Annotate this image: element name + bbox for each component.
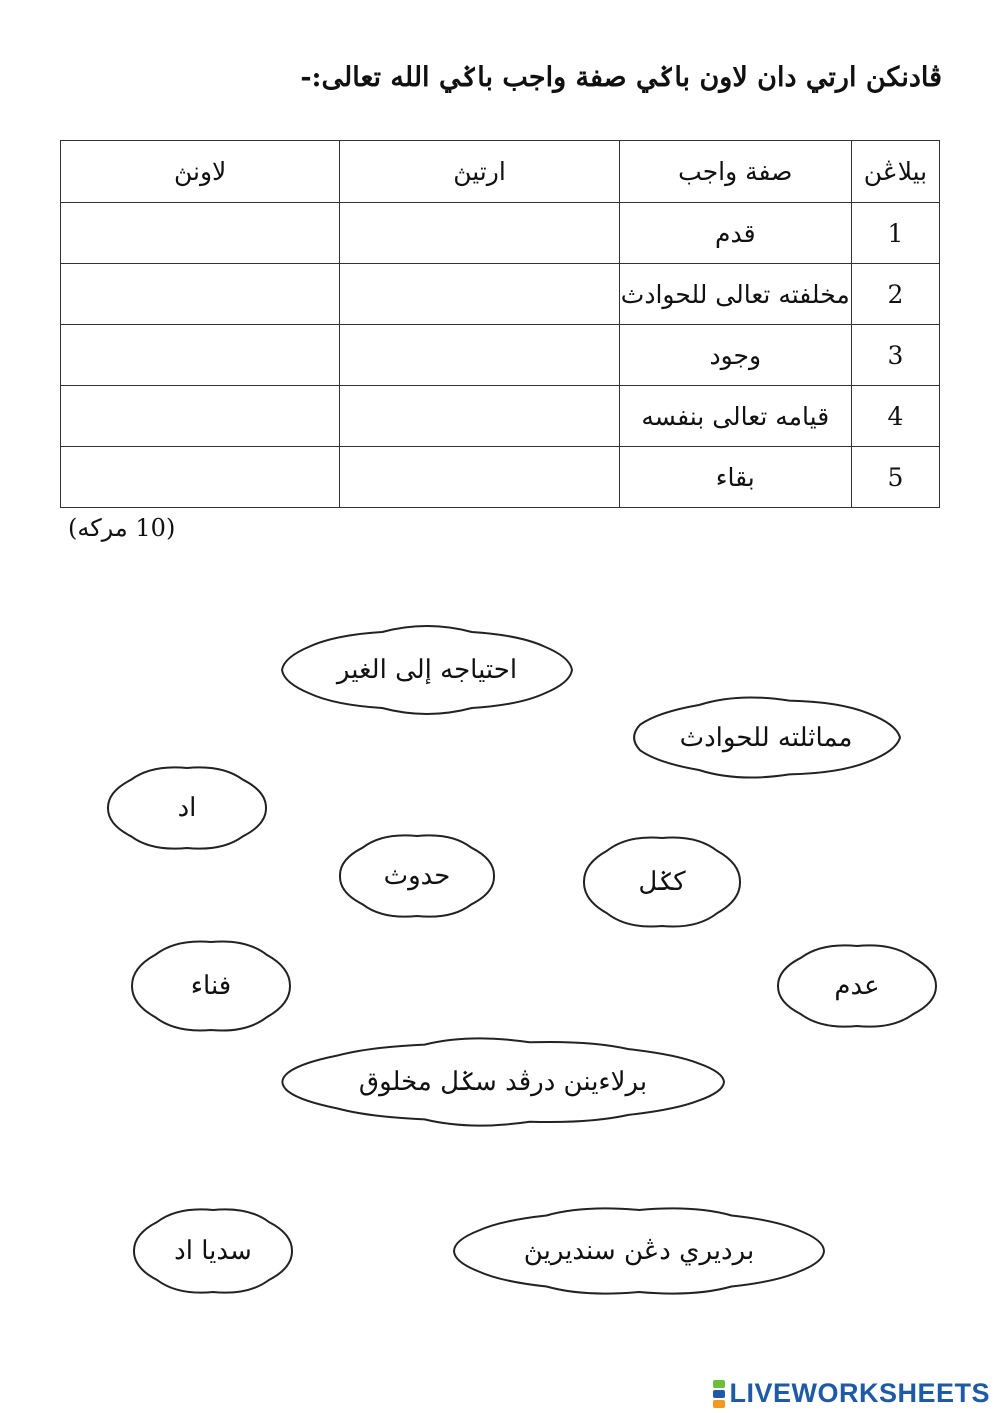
footer-brand: LIVEWORKSHEETS xyxy=(729,1378,990,1408)
cloud-label: برلاءينن درڤد سݢل مخلوق xyxy=(358,1067,648,1097)
cloud-option[interactable] xyxy=(272,620,582,720)
cloud-option[interactable] xyxy=(124,1200,302,1302)
answer-cell-lawan[interactable] xyxy=(61,447,340,508)
answer-cell-lawan[interactable] xyxy=(61,203,340,264)
cloud-label: اد xyxy=(177,793,197,823)
table-row xyxy=(61,386,940,447)
cloud-option[interactable] xyxy=(574,828,750,936)
cloud-label: عدم xyxy=(834,971,880,1001)
row-number: 4 xyxy=(851,386,939,447)
cloud-option[interactable] xyxy=(622,690,910,785)
answer-cell-erti[interactable] xyxy=(340,203,619,264)
table-row xyxy=(61,325,940,386)
cloud-label: سديا اد xyxy=(174,1236,252,1266)
row-number: 5 xyxy=(851,447,939,508)
table-row xyxy=(61,447,940,508)
row-sifat: مخلفته تعالى للحوادث xyxy=(619,264,851,325)
cloud-label: كݢل xyxy=(638,867,686,897)
header-lawan: لاونڽ xyxy=(61,141,340,203)
marks-label: (10 مركه) xyxy=(68,514,176,542)
answer-cell-lawan[interactable] xyxy=(61,386,340,447)
answer-cell-erti[interactable] xyxy=(340,325,619,386)
header-number: بيلاڠن xyxy=(851,141,939,203)
liveworksheets-mark-icon xyxy=(713,1379,725,1409)
answer-table xyxy=(60,140,940,508)
row-number: 1 xyxy=(851,203,939,264)
table-row xyxy=(61,264,940,325)
cloud-option[interactable] xyxy=(98,758,276,858)
liveworksheets-logo xyxy=(713,1378,990,1409)
answer-cell-erti[interactable] xyxy=(340,386,619,447)
cloud-label: مماثلته للحوادث xyxy=(679,722,853,753)
answer-cell-lawan[interactable] xyxy=(61,264,340,325)
cloud-label: احتياجه إلى الغير xyxy=(336,655,518,685)
cloud-option[interactable] xyxy=(768,936,946,1036)
row-sifat: قيامه تعالى بنفسه xyxy=(619,386,851,447)
answer-cell-erti[interactable] xyxy=(340,447,619,508)
row-number: 2 xyxy=(851,264,939,325)
cloud-label: برديري دڠن سنديريڽ xyxy=(523,1236,755,1266)
row-sifat: بقاء xyxy=(619,447,851,508)
header-sifat: صفة واجب xyxy=(619,141,851,203)
cloud-option[interactable] xyxy=(330,826,504,926)
answer-cell-lawan[interactable] xyxy=(61,325,340,386)
table-row xyxy=(61,203,940,264)
row-number: 3 xyxy=(851,325,939,386)
row-sifat: قدم xyxy=(619,203,851,264)
instruction-heading: ڤادنكن ارتي دان لاون باݢي صفة واجب باݢي الله تعالى:- xyxy=(300,62,942,93)
cloud-option[interactable] xyxy=(272,1032,734,1132)
header-erti: ارتيڽ xyxy=(340,141,619,203)
cloud-label: حدوث xyxy=(383,861,451,891)
cloud-label: فناء xyxy=(190,971,232,1001)
cloud-option[interactable] xyxy=(444,1200,834,1302)
answer-cell-erti[interactable] xyxy=(340,264,619,325)
table-header-row xyxy=(61,141,940,203)
cloud-option[interactable] xyxy=(122,932,300,1040)
row-sifat: وجود xyxy=(619,325,851,386)
